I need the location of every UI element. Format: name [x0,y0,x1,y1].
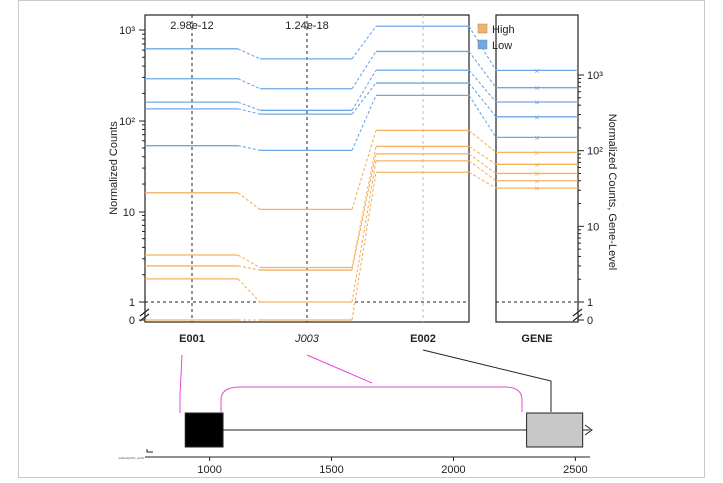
right-y-tick-label: 1 [587,297,594,309]
gene-level-marker: × [534,83,540,94]
gene-connector [469,172,496,188]
pvalue-label: 1.24e-18 [285,20,329,32]
gene-connector [469,51,496,87]
gene-level-marker: × [534,132,540,143]
series-connector [238,79,260,89]
right-y-tick-label: 10² [587,145,603,158]
reference-lines [145,15,578,322]
e002-link [423,350,551,412]
legend-label: Low [492,40,513,52]
genomic-tick-label: 2000 [441,464,466,476]
j003-link [307,355,372,383]
pvalue-labels [170,20,328,32]
gene-model [118,350,592,476]
x-categories [179,333,552,345]
right-y-axis-label: Normalized Counts, Gene-Level [606,113,618,271]
gene-level-marker: × [534,183,540,194]
gene-connector [469,83,496,117]
series-connector [238,49,260,59]
series-connector [352,51,376,88]
gene-level-marker: × [534,159,540,170]
legend-swatch [478,40,487,49]
gene-level-marker: × [534,112,540,123]
exon-box [185,413,223,447]
series-connector [352,26,376,59]
gene-level-lines [469,26,578,193]
genomic-tick-label: 2500 [563,464,588,476]
exon-box [527,413,583,447]
legend-swatch [478,24,487,33]
gene-level-marker: × [534,147,540,158]
gene-level-marker: × [534,168,540,179]
junction-arc [221,387,522,412]
e001-link [180,355,182,413]
gene-connector [469,70,496,102]
right-y-tick-label: 0 [587,315,594,327]
pvalue-label: 2.98e-12 [170,20,214,32]
model-tiny-label: notReallyADi_andS [118,456,145,460]
x-category-label: E002 [410,333,436,345]
series-connector [238,102,260,110]
series-connector [352,154,376,270]
y-tick-label: 10 [122,207,135,219]
gene-level-marker: × [534,176,540,187]
series-connector [352,172,376,320]
right-y-tick-label: 10³ [587,70,603,82]
series-connector [238,255,260,268]
series-connector [238,193,260,210]
y-tick-label: 10² [119,116,135,128]
gene-connector [469,130,496,152]
gene-connector [469,95,496,137]
series-connector [238,266,260,270]
gene-connector [469,146,496,164]
right-y-tick-label: 10 [587,221,600,234]
x-category-label: E001 [179,333,205,345]
tss-mark [147,449,153,452]
legend-label: High [492,24,515,36]
series-connector [352,161,376,302]
gene-level-marker: × [534,97,540,108]
y-tick-label: 1 [128,297,135,309]
x-category-label: GENE [521,333,553,345]
y-axis-label: Normalized Counts [108,121,120,215]
x-category-label: J003 [295,333,319,345]
gene-level-marker: × [534,65,540,76]
series-connector [352,83,376,114]
series-connector [238,146,260,151]
y-tick-label: 10³ [119,25,135,37]
genomic-tick-label: 1000 [197,464,222,476]
y-tick-label: 0 [128,315,135,327]
genomic-tick-label: 1500 [319,464,344,476]
series-connector [238,279,260,302]
